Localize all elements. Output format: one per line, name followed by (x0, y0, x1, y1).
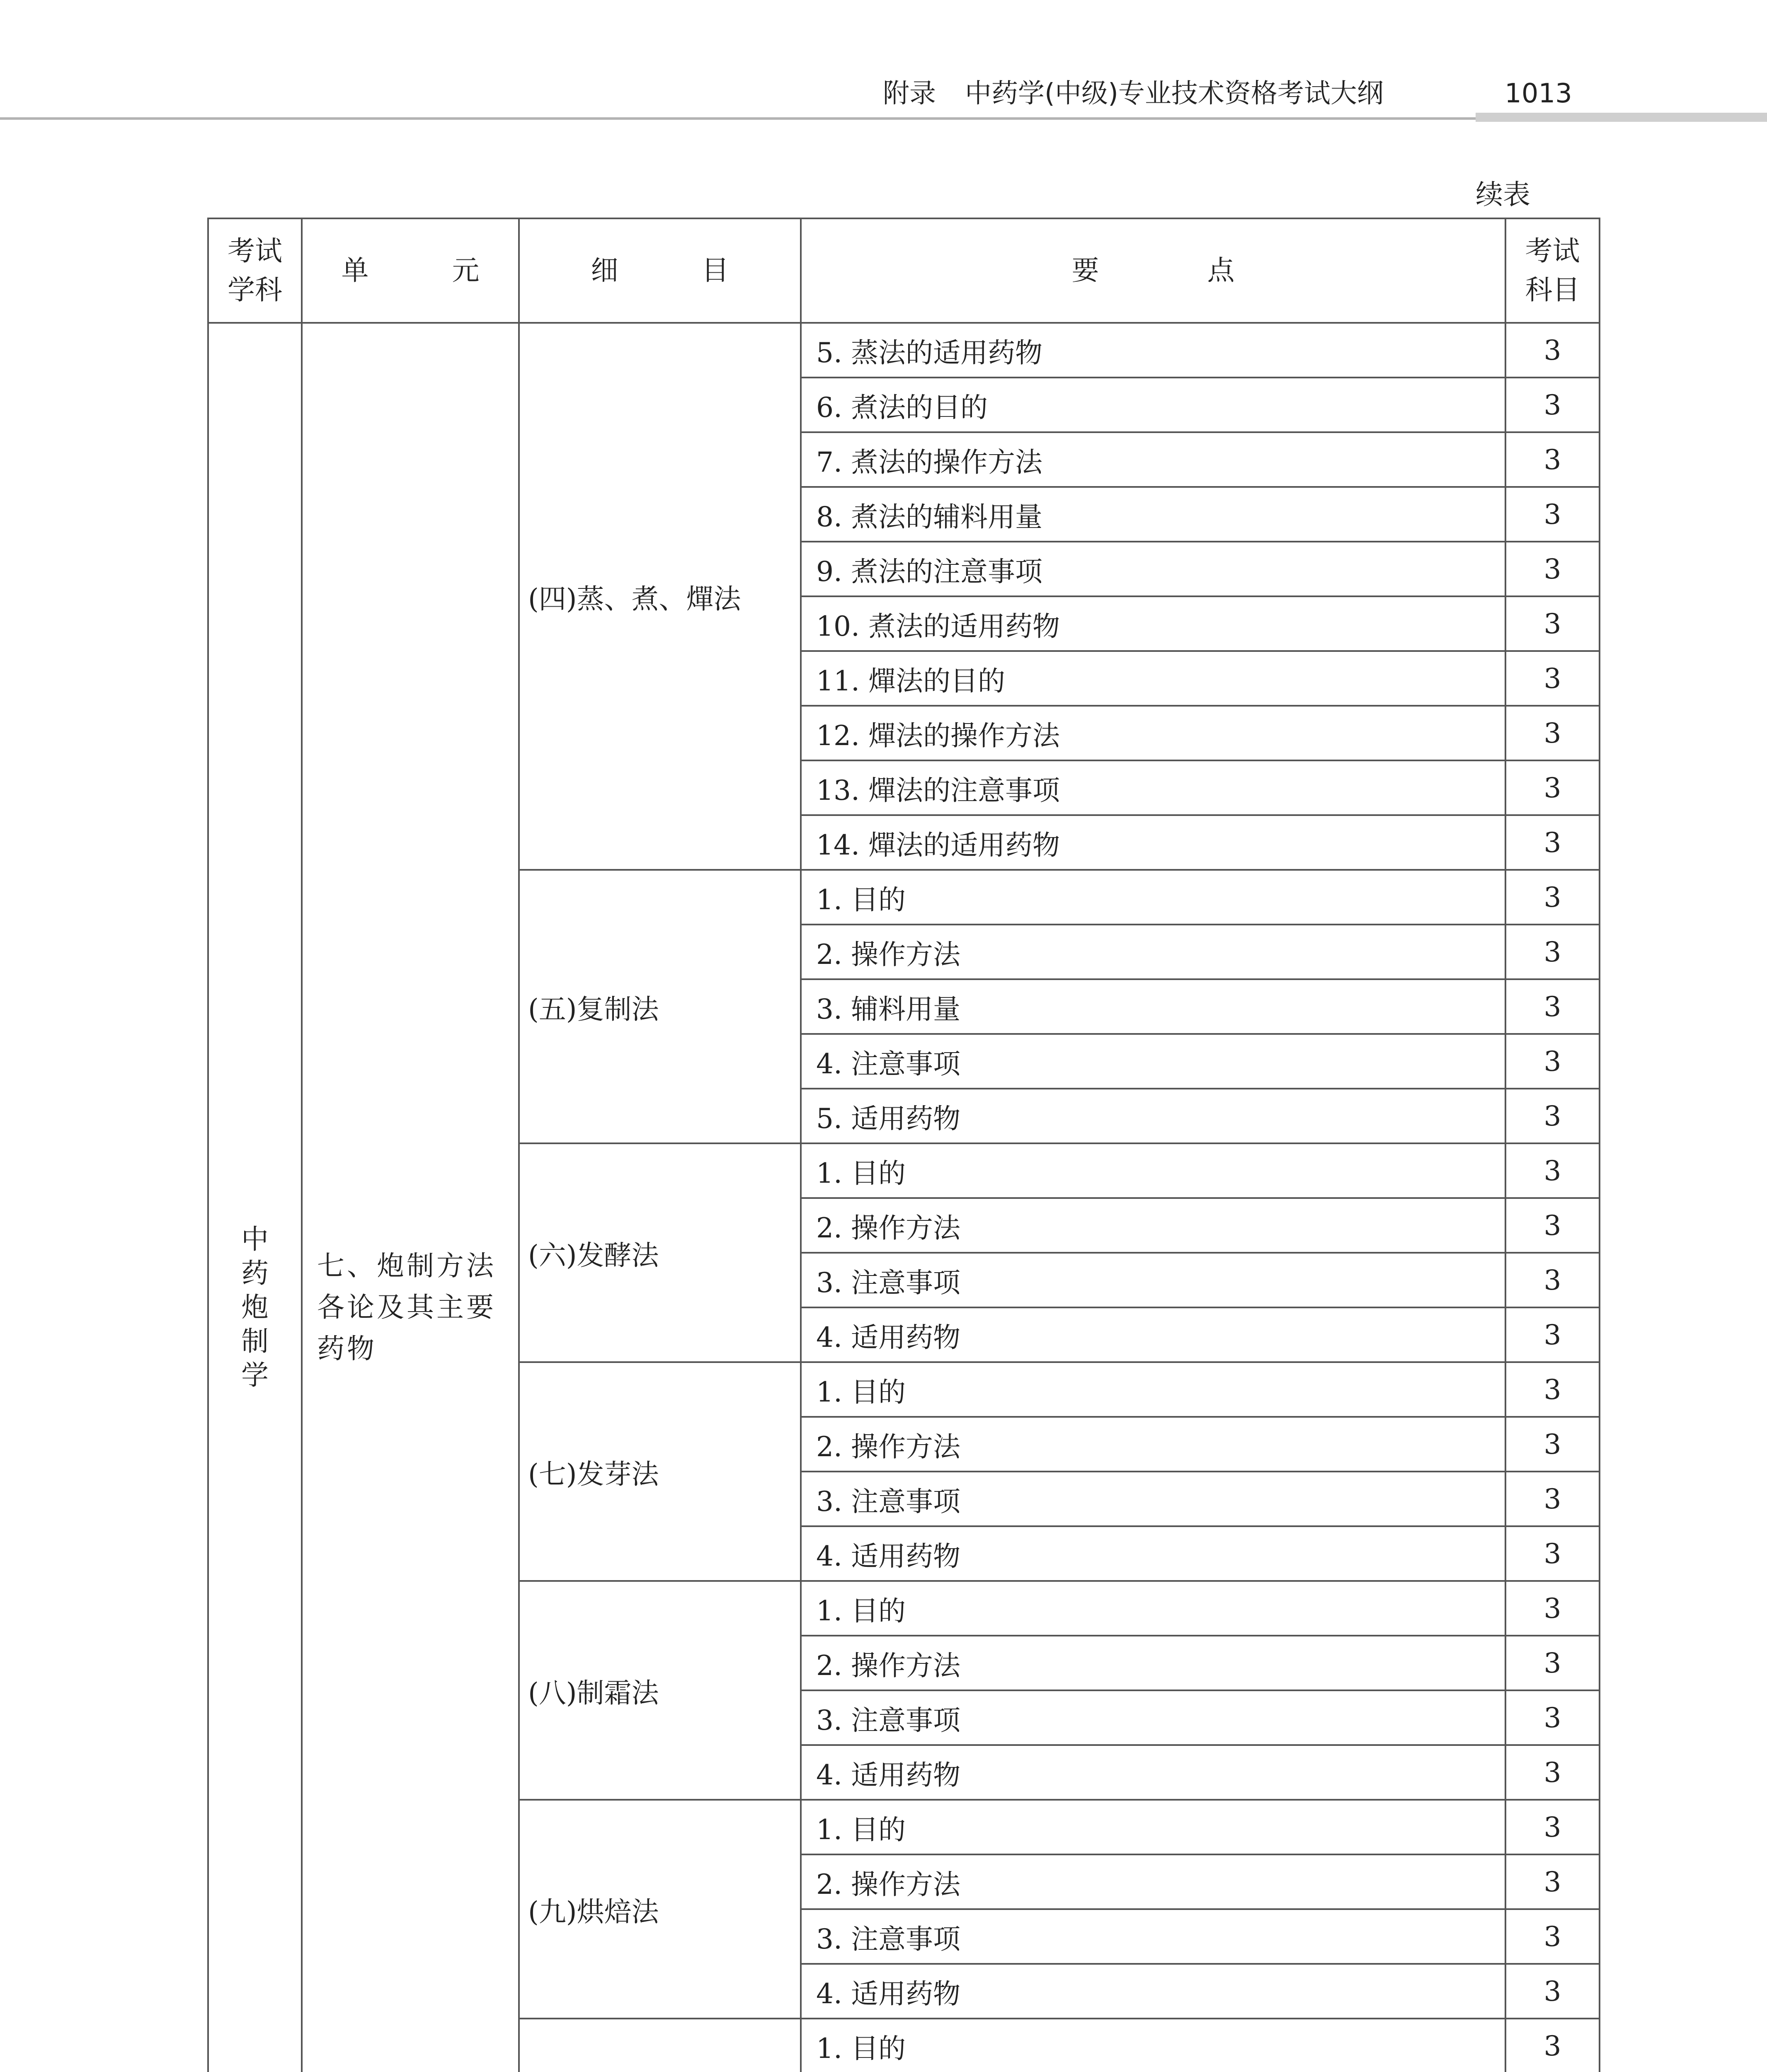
header-detail (519, 218, 801, 323)
header-title: 中药学(中级)专业技术资格考试大纲 (965, 78, 1384, 109)
point-cell: 1. 目的 (801, 1143, 1505, 1198)
level-cell: 3 (1505, 542, 1600, 596)
level-cell: 3 (1505, 1800, 1600, 1854)
detail-text: (九)烘焙法 (528, 1895, 659, 1928)
detail-cell (519, 2019, 801, 2072)
point-cell: 1. 目的 (801, 1800, 1505, 1854)
point-cell: 4. 适用药物 (801, 1526, 1505, 1581)
unit-text: 七、炮制方法各论及其主要药物 (317, 1250, 496, 1365)
level-cell: 3 (1505, 815, 1600, 870)
header-level (1505, 218, 1600, 323)
point-cell: 3. 注意事项 (801, 1253, 1505, 1307)
point-cell: 1. 目的 (801, 1581, 1505, 1636)
level-cell: 3 (1505, 1690, 1600, 1745)
level-cell: 3 (1505, 1198, 1600, 1253)
point-cell: 9. 煮法的注意事项 (801, 542, 1505, 596)
unit-cell (302, 323, 519, 2072)
detail-cell (519, 323, 801, 870)
detail-text: (五)复制法 (528, 993, 659, 1025)
level-cell: 3 (1505, 378, 1600, 432)
point-cell: 12. 燀法的操作方法 (801, 706, 1505, 760)
level-cell: 3 (1505, 1854, 1600, 1909)
detail-cell (519, 1362, 801, 1581)
table-row (208, 323, 1600, 378)
header-unit (302, 218, 519, 323)
level-cell: 3 (1505, 1526, 1600, 1581)
level-cell: 3 (1505, 1034, 1600, 1089)
level-cell: 3 (1505, 979, 1600, 1034)
level-cell: 3 (1505, 1307, 1600, 1362)
point-cell: 5. 蒸法的适用药物 (801, 323, 1505, 378)
header-unit-label: 单 元 (341, 254, 517, 286)
detail-cell (519, 1143, 801, 1362)
level-cell: 3 (1505, 706, 1600, 760)
point-cell: 4. 适用药物 (801, 1745, 1505, 1800)
subject-cell (208, 323, 302, 2072)
level-cell: 3 (1505, 1636, 1600, 1690)
point-cell: 14. 燀法的适用药物 (801, 815, 1505, 870)
level-cell: 3 (1505, 323, 1600, 378)
level-cell: 3 (1505, 651, 1600, 706)
point-cell: 8. 煮法的辅料用量 (801, 487, 1505, 542)
point-cell: 1. 目的 (801, 2019, 1505, 2072)
level-cell: 3 (1505, 1143, 1600, 1198)
point-cell: 4. 适用药物 (801, 1307, 1505, 1362)
point-cell: 1. 目的 (801, 870, 1505, 925)
point-cell: 2. 操作方法 (801, 1198, 1505, 1253)
point-cell: 10. 煮法的适用药物 (801, 596, 1505, 651)
level-cell: 3 (1505, 1909, 1600, 1964)
level-cell: 3 (1505, 1581, 1600, 1636)
continued-label: 续表 (1476, 179, 1530, 211)
subject-text: 中药炮制学 (241, 1223, 269, 1391)
level-cell: 3 (1505, 1253, 1600, 1307)
table-header-row (208, 218, 1600, 323)
header-accent-bar (1476, 113, 1767, 122)
detail-cell (519, 870, 801, 1143)
point-cell: 4. 适用药物 (801, 1964, 1505, 2019)
point-cell: 2. 操作方法 (801, 925, 1505, 979)
header-subject (208, 218, 302, 323)
detail-cell (519, 1800, 801, 2019)
point-cell: 7. 煮法的操作方法 (801, 432, 1505, 487)
point-cell: 3. 注意事项 (801, 1690, 1505, 1745)
point-cell: 4. 注意事项 (801, 1034, 1505, 1089)
level-cell: 3 (1505, 2019, 1600, 2072)
level-cell: 3 (1505, 1472, 1600, 1526)
level-cell: 3 (1505, 1745, 1600, 1800)
detail-cell (519, 1581, 801, 1800)
header-subject-label: 考试学科 (228, 235, 282, 306)
point-cell: 2. 操作方法 (801, 1854, 1505, 1909)
detail-text: (八)制霜法 (528, 1677, 659, 1709)
point-cell: 2. 操作方法 (801, 1636, 1505, 1690)
running-header (883, 74, 1596, 114)
level-cell: 3 (1505, 925, 1600, 979)
point-cell: 3. 辅料用量 (801, 979, 1505, 1034)
point-cell: 1. 目的 (801, 1362, 1505, 1417)
point-cell: 5. 适用药物 (801, 1089, 1505, 1143)
level-cell: 3 (1505, 596, 1600, 651)
point-cell: 3. 注意事项 (801, 1909, 1505, 1964)
header-section: 附录 (883, 78, 936, 109)
level-cell: 3 (1505, 870, 1600, 925)
header-point-label: 要 点 (1071, 254, 1285, 286)
level-cell: 3 (1505, 1417, 1600, 1472)
page-number: 1013 (1505, 78, 1572, 109)
point-cell: 13. 燀法的注意事项 (801, 760, 1505, 815)
level-cell: 3 (1505, 432, 1600, 487)
header-level-label: 考试科目 (1525, 235, 1580, 306)
level-cell: 3 (1505, 760, 1600, 815)
header-rule (0, 117, 1476, 120)
detail-text: (六)发酵法 (528, 1239, 659, 1271)
point-cell: 3. 注意事项 (801, 1472, 1505, 1526)
level-cell: 3 (1505, 1362, 1600, 1417)
syllabus-table (207, 218, 1600, 2072)
level-cell: 3 (1505, 487, 1600, 542)
level-cell: 3 (1505, 1089, 1600, 1143)
detail-text: (七)发芽法 (528, 1458, 659, 1490)
point-cell: 6. 煮法的目的 (801, 378, 1505, 432)
header-detail-label: 细 目 (591, 254, 766, 286)
level-cell: 3 (1505, 1964, 1600, 2019)
header-point (801, 218, 1505, 323)
detail-text: (四)蒸、煮、燀法 (528, 583, 741, 615)
point-cell: 11. 燀法的目的 (801, 651, 1505, 706)
point-cell: 2. 操作方法 (801, 1417, 1505, 1472)
